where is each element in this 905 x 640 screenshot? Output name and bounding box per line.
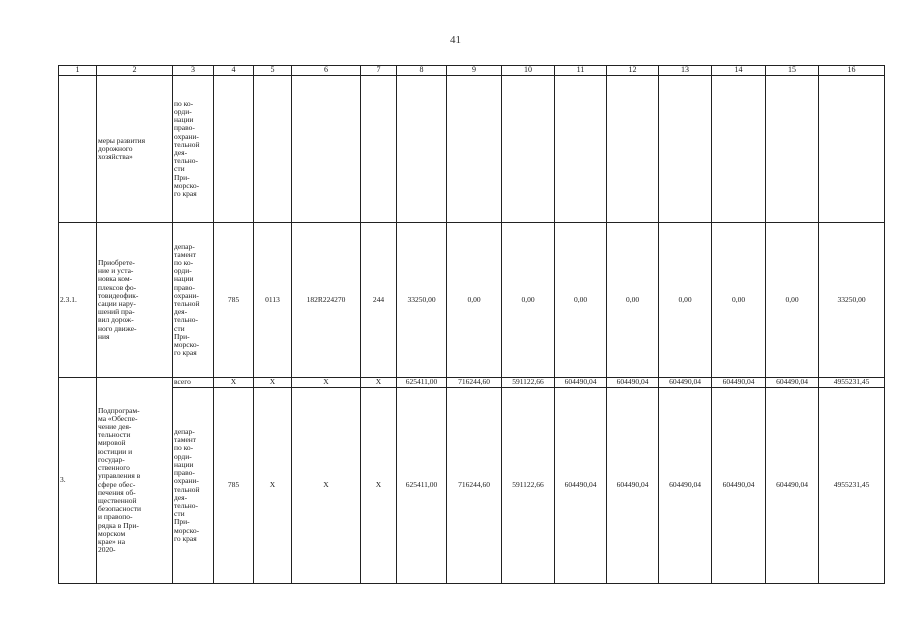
measure-name-cell: Подпрограм- ма «Обеспе- чение дея- тельности мировой юстиции и государ- ственного управления в сфере обес- печения об- щественной безопасности и правопо- рядка в При- морском крае» на 2020- — [97, 378, 173, 584]
table-cell: 604490,04 — [607, 388, 659, 584]
table-cell: 4955231,45 — [819, 388, 885, 584]
column-header: 11 — [555, 66, 607, 76]
table-cell: X — [292, 388, 361, 584]
table-cell — [397, 76, 447, 223]
table-row — [59, 378, 885, 388]
table-cell: 604490,04 — [712, 378, 766, 388]
table-cell: 604490,04 — [712, 388, 766, 584]
table-cell — [214, 76, 254, 223]
table-cell: X — [254, 388, 292, 584]
table-cell: 716244,60 — [447, 378, 502, 388]
column-header: 9 — [447, 66, 502, 76]
table-cell: 604490,04 — [659, 378, 712, 388]
table-cell — [819, 76, 885, 223]
table-cell: X — [254, 378, 292, 388]
column-header: 15 — [766, 66, 819, 76]
table-row — [59, 223, 885, 378]
table-cell: 604490,04 — [607, 378, 659, 388]
table-cell: 33250,00 — [819, 223, 885, 378]
table-cell — [361, 76, 397, 223]
table-row — [59, 76, 885, 223]
row-number-cell: 3. — [59, 378, 97, 584]
row-number-cell: 2.3.1. — [59, 223, 97, 378]
table-cell: 0,00 — [447, 223, 502, 378]
table-cell: 0,00 — [607, 223, 659, 378]
executor-cell: депар- тамент по ко- орди- нации право- охрани- тельной дея- тельно- сти При- морско- го края — [173, 223, 214, 378]
column-header: 8 — [397, 66, 447, 76]
executor-cell: по ко- орди- нации право- охрани- тельной дея- тельно- сти При- морско- го края — [173, 76, 214, 223]
column-header: 13 — [659, 66, 712, 76]
table-cell — [292, 76, 361, 223]
table-cell: 33250,00 — [397, 223, 447, 378]
table-cell — [766, 76, 819, 223]
table-cell: X — [292, 378, 361, 388]
column-header: 14 — [712, 66, 766, 76]
table-cell: 182R224270 — [292, 223, 361, 378]
table-cell — [659, 76, 712, 223]
table-cell — [447, 76, 502, 223]
measure-name-cell: меры развития дорожного хозяйства» — [97, 76, 173, 223]
column-header: 10 — [502, 66, 555, 76]
column-header: 1 — [59, 66, 97, 76]
column-header: 5 — [254, 66, 292, 76]
executor-cell: депар- тамент по ко- орди- нации право- охрани- тельной дея- тельно- сти При- морско- го края — [173, 388, 214, 584]
table-cell: 244 — [361, 223, 397, 378]
page-number: 41 — [450, 34, 461, 46]
table-cell: 625411,00 — [397, 388, 447, 584]
table-cell: X — [214, 378, 254, 388]
table-cell: 785 — [214, 223, 254, 378]
table-cell: 604490,04 — [555, 388, 607, 584]
table-cell: 0,00 — [502, 223, 555, 378]
table-cell: X — [361, 388, 397, 584]
table-cell: 0,00 — [659, 223, 712, 378]
column-header: 7 — [361, 66, 397, 76]
column-header: 2 — [97, 66, 173, 76]
column-number-header-row — [59, 66, 885, 76]
table-cell: 0,00 — [712, 223, 766, 378]
table-cell: 625411,00 — [397, 378, 447, 388]
executor-total-cell: всего — [173, 378, 214, 388]
table-cell: 0,00 — [766, 223, 819, 378]
table-cell — [254, 76, 292, 223]
table-cell: 0,00 — [555, 223, 607, 378]
table-cell: 591122,66 — [502, 388, 555, 584]
table-cell: 716244,60 — [447, 388, 502, 584]
table-cell — [555, 76, 607, 223]
table-cell: 604490,04 — [766, 388, 819, 584]
column-header: 3 — [173, 66, 214, 76]
table-cell — [502, 76, 555, 223]
table-cell: 604490,04 — [659, 388, 712, 584]
table-cell: 0113 — [254, 223, 292, 378]
column-header: 16 — [819, 66, 885, 76]
table-cell — [712, 76, 766, 223]
table-cell: 591122,66 — [502, 378, 555, 388]
column-header: 12 — [607, 66, 659, 76]
table-row — [59, 388, 885, 584]
budget-table — [58, 65, 885, 584]
table-cell: X — [361, 378, 397, 388]
table-cell: 604490,04 — [555, 378, 607, 388]
table-cell — [607, 76, 659, 223]
table-cell: 604490,04 — [766, 378, 819, 388]
row-number-cell — [59, 76, 97, 223]
measure-name-cell: Приобрете- ние и уста- новка ком- плексов фо- товидеофик- сации нару- шений пра- вил дорож- ного движе- ния — [97, 223, 173, 378]
column-header: 6 — [292, 66, 361, 76]
table-cell: 785 — [214, 388, 254, 584]
column-header: 4 — [214, 66, 254, 76]
table-cell: 4955231,45 — [819, 378, 885, 388]
